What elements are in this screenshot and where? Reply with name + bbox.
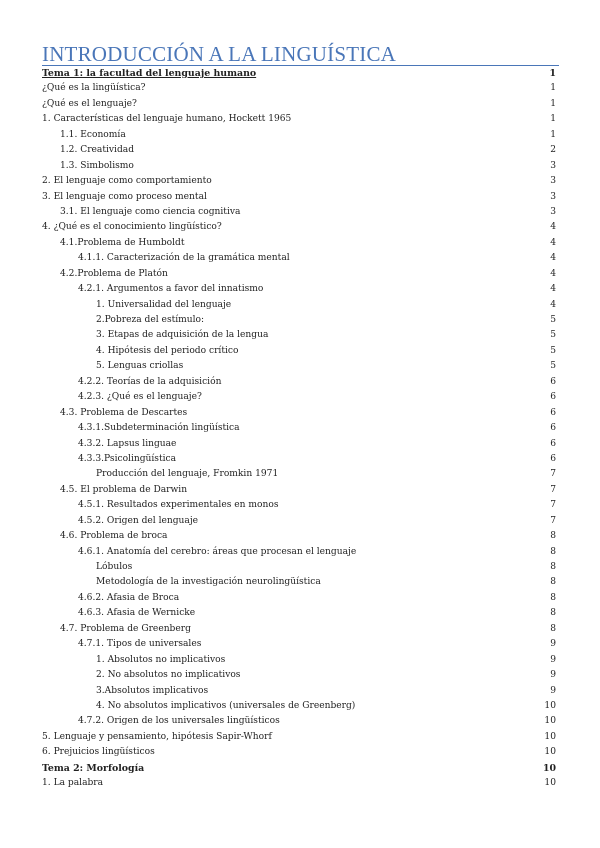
toc-entry[interactable] (0, 81, 600, 96)
toc-entry-label: 2.Pobreza del estímulo: (96, 315, 205, 325)
toc-entry[interactable] (0, 328, 600, 343)
toc-entry-page-number: 7 (550, 500, 556, 511)
toc-entry[interactable] (0, 174, 600, 189)
toc-entry-page-number: 10 (542, 762, 556, 774)
toc-entry-page-number: 6 (550, 392, 556, 403)
toc-entry-label: 4. No absolutos implicativos (universales de Greenberg) (96, 700, 356, 711)
toc-entry[interactable] (0, 776, 600, 791)
toc-entry-label: 3. El lenguaje como proceso mental (42, 191, 207, 202)
toc-entry-page-number: 5 (550, 345, 556, 356)
toc-entry-label: 4.6.2. Afasia de Broca (78, 592, 180, 603)
toc-entry-page-number: 6 (550, 423, 556, 434)
toc-entry-label: 2. No absolutos no implicativos (96, 670, 241, 681)
toc-entry[interactable] (0, 452, 600, 467)
toc-entry-page-number: 5 (550, 315, 556, 325)
toc-entry-page-number: 8 (550, 608, 556, 619)
toc-entry[interactable] (0, 112, 600, 127)
toc-entry-label: 4. ¿Qué es el conocimiento lingüístico? (42, 222, 222, 233)
toc-entry-page-number: 7 (550, 484, 556, 495)
toc-entry-page-number: 6 (550, 438, 556, 449)
toc-entry-page-number: 6 (550, 407, 556, 418)
toc-entry-label: 4.7.2. Origen de los universales lingüísticos (78, 716, 280, 727)
toc-entry[interactable] (0, 606, 600, 621)
toc-entry-page-number: 4 (550, 237, 556, 248)
toc-entry-page-number: 10 (544, 747, 556, 758)
toc-entry-page-number: 5 (550, 330, 556, 341)
toc-entry-label: 5. Lenguas criollas (96, 361, 184, 372)
toc-entry[interactable] (0, 437, 600, 452)
toc-entry-page-number: 9 (550, 639, 556, 650)
toc-entry-label: Producción del lenguaje, Fromkin 1971 (96, 469, 279, 480)
toc-entry-page-number: 8 (550, 577, 556, 588)
toc-entry-label: 1.3. Simbolismo (60, 160, 134, 171)
toc-entry[interactable] (0, 560, 600, 575)
toc-entry[interactable] (0, 205, 600, 220)
toc-entry-label: 3.1. El lenguaje como ciencia cognitiva (60, 206, 241, 217)
toc-entry-page-number: 2 (550, 145, 556, 156)
toc-entry[interactable] (0, 637, 600, 652)
toc-entry-page-number: 1 (550, 83, 556, 94)
toc-entry-page-number: 10 (544, 731, 556, 742)
toc-entry[interactable] (0, 159, 600, 174)
toc-entry-page-number: 5 (550, 361, 556, 372)
toc-entry[interactable] (0, 761, 600, 776)
toc-entry-page-number: 8 (550, 531, 556, 542)
toc-entry[interactable] (0, 251, 600, 266)
toc-entry[interactable] (0, 190, 600, 205)
toc-entry[interactable] (0, 128, 600, 143)
toc-entry-page-number: 4 (550, 268, 556, 279)
toc-entry[interactable] (0, 483, 600, 498)
toc-entry-page-number: 10 (544, 716, 556, 727)
toc-entry-label: 4.2.Problema de Platón (60, 268, 168, 279)
toc-entry-page-number: 9 (550, 670, 556, 681)
toc-entry[interactable] (0, 66, 600, 81)
toc-entry-page-number: 1 (550, 98, 556, 109)
toc-entry-label: Tema 1: la facultad del lenguaje humano (42, 68, 257, 79)
toc-entry[interactable] (0, 406, 600, 421)
toc-entry-page-number: 3 (550, 191, 556, 202)
toc-entry[interactable] (0, 313, 600, 328)
toc-entry[interactable] (0, 282, 600, 297)
toc-entry-page-number: 7 (550, 469, 556, 480)
toc-entry-page-number: 1 (549, 68, 556, 79)
document-title: INTRODUCCIÓN A LA LINGUÍSTICA (42, 42, 397, 66)
toc-entry-label: 4.3.2. Lapsus linguae (78, 438, 177, 449)
toc-entry-label: 4.3.1.Subdeterminación lingüística (78, 423, 240, 434)
toc-entry-page-number: 4 (550, 299, 556, 310)
toc-entry-label: 2. El lenguaje como comportamiento (42, 176, 212, 187)
toc-entry-label: 4. Hipótesis del periodo crítico (96, 345, 239, 356)
toc-entry[interactable] (0, 267, 600, 282)
toc-entry[interactable] (0, 591, 600, 606)
toc-entry[interactable] (0, 730, 600, 745)
toc-entry-label: 4.6.3. Afasia de Wernicke (78, 608, 196, 619)
toc-entry-label: 4.3.3.Psicolingüística (78, 453, 177, 464)
toc-entry[interactable] (0, 575, 600, 590)
toc-entry-label: 4.6.1. Anatomía del cerebro: áreas que procesan el lenguaje (78, 546, 357, 557)
toc-entry[interactable] (0, 143, 600, 158)
toc-entry-page-number: 6 (550, 376, 556, 387)
toc-entry-label: 6. Prejuicios lingüísticos (42, 747, 155, 758)
toc-entry-page-number: 4 (550, 284, 556, 295)
toc-entry-label: 4.1.Problema de Humboldt (60, 237, 185, 248)
toc-entry-page-number: 10 (544, 700, 556, 711)
toc-entry-label: 4.2.3. ¿Qué es el lenguaje? (78, 392, 202, 403)
toc-entry-label: Lóbulos (96, 562, 133, 572)
toc-entry[interactable] (0, 529, 600, 544)
toc-entry-page-number: 4 (550, 222, 556, 233)
toc-entry-label: 1. Absolutos no implicativos (96, 654, 226, 665)
toc-entry-label: 4.7. Problema de Greenberg (60, 623, 191, 634)
toc-entry-page-number: 1 (550, 129, 556, 140)
toc-entry[interactable] (0, 622, 600, 637)
toc-entry[interactable] (0, 467, 600, 482)
toc-entry[interactable] (0, 421, 600, 436)
toc-entry-page-number: 8 (550, 623, 556, 634)
toc-entry-label: 4.1.1. Caracterización de la gramática mental (78, 253, 290, 264)
toc-entry-label: 1.1. Economía (60, 129, 126, 140)
toc-entry[interactable] (0, 684, 600, 699)
toc-entry-label: Tema 2: Morfología (42, 762, 145, 774)
toc-entry-label: 4.2.2. Teorías de la adquisición (78, 376, 222, 387)
toc-entry-label: 5. Lenguaje y pensamiento, hipótesis Sapir-Whorf (42, 731, 272, 742)
toc-entry-page-number: 3 (550, 160, 556, 171)
toc-entry-label: 4.5. El problema de Darwin (60, 484, 188, 495)
toc-entry-label: Metodología de la investigación neurolingüística (96, 577, 321, 588)
toc-entry-label: 3.Absolutos implicativos (96, 685, 209, 696)
toc-entry[interactable] (0, 390, 600, 405)
toc-entry-label: ¿Qué es la lingüística? (42, 83, 146, 94)
toc-entry[interactable] (0, 359, 600, 374)
toc-entry-label: 1.2. Creatividad (60, 145, 135, 156)
toc-entry[interactable] (0, 514, 600, 529)
toc-entry-label: 4.7.1. Tipos de universales (78, 639, 202, 650)
toc-entry-page-number: 9 (550, 685, 556, 696)
toc-entry-page-number: 9 (550, 654, 556, 665)
toc-entry[interactable] (0, 653, 600, 668)
toc-entry-page-number: 7 (550, 515, 556, 526)
toc-entry-page-number: 4 (550, 253, 556, 264)
toc-entry-page-number: 8 (550, 546, 556, 557)
toc-entry-page-number: 8 (550, 592, 556, 603)
toc-entry-label: 4.6. Problema de broca (60, 531, 168, 542)
toc-entry[interactable] (0, 745, 600, 760)
toc-entry-label: 1. Universalidad del lenguaje (96, 299, 232, 310)
toc-entry[interactable] (0, 498, 600, 513)
toc-entry[interactable] (0, 714, 600, 729)
toc-entry-page-number: 3 (550, 206, 556, 217)
toc-entry[interactable] (0, 220, 600, 235)
toc-entry-page-number: 10 (544, 778, 556, 789)
toc-entry[interactable] (0, 298, 600, 313)
toc-entry[interactable] (0, 97, 600, 112)
toc-entry-label: ¿Qué es el lenguaje? (42, 98, 137, 109)
toc-entry-label: 4.2.1. Argumentos a favor del innatismo (78, 284, 264, 295)
toc-entry-page-number: 6 (550, 453, 556, 464)
toc-entry-label: 4.5.1. Resultados experimentales en monos (78, 500, 279, 511)
toc-entry[interactable] (0, 545, 600, 560)
toc-entry-label: 3. Etapas de adquisición de la lengua (96, 330, 269, 341)
toc-entry-page-number: 3 (550, 176, 556, 187)
toc-entry-label: 1. Características del lenguaje humano, Hockett 1965 (42, 114, 292, 125)
toc-entry[interactable] (0, 236, 600, 251)
toc-entry-label: 4.3. Problema de Descartes (60, 407, 188, 418)
toc-entry-page-number: 8 (550, 562, 556, 572)
toc-entry-page-number: 1 (550, 114, 556, 125)
toc-entry[interactable] (0, 375, 600, 390)
toc-entry[interactable] (0, 699, 600, 714)
toc-entry[interactable] (0, 344, 600, 359)
toc-entry[interactable] (0, 668, 600, 683)
toc-entry-label: 4.5.2. Origen del lenguaje (78, 515, 199, 526)
table-of-contents (0, 66, 600, 792)
toc-entry-label: 1. La palabra (42, 778, 104, 789)
